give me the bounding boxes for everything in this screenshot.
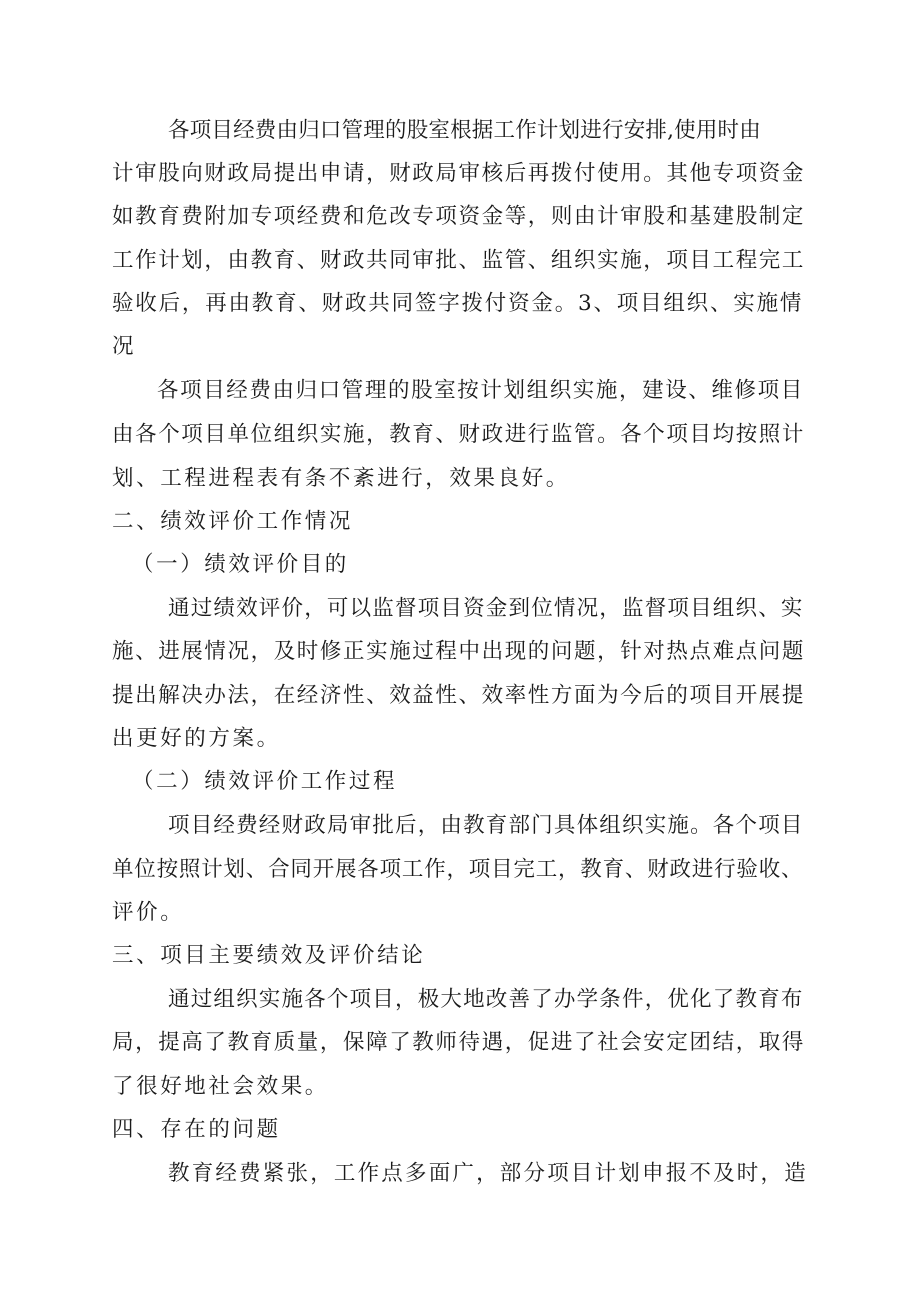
text-line: 提出解决办法，在经济性、效益性、效率性方面为今后的项目开展提 [112,683,806,708]
text-line: 教育经费紧张，工作点多面广，部分项目计划申报不及时，造 [168,1161,808,1186]
section-heading: 二、绩效评价工作情况 [112,509,354,534]
text-line: 各项目经费由归口管理的股室按计划组织实施，建设、维修项目 [157,378,804,403]
text-line: 了很好地社会效果。 [112,1074,329,1099]
text-line: 局，提高了教育质量，保障了教师待遇，促进了社会安定团结，取得 [112,1030,806,1055]
text-line: 工作计划，由教育、财政共同审批、监管、组织实施，项目工程完工 [112,248,806,273]
text-line: 况 [112,334,134,359]
text-line: 出更好的方案。 [112,726,281,751]
subsection-heading: （二）绩效评价工作过程 [132,769,398,794]
text-line: 由各个项目单位组织实施，教育、财政进行监管。各个项目均按照计 [112,422,806,447]
text-line: 通过组织实施各个项目，极大地改善了办学条件，优化了教育布 [168,987,804,1012]
text-line: 划、工程进程表有条不紊进行，效果良好。 [112,466,570,491]
text-line: 项目经费经财政局审批后，由教育部门具体组织实施。各个项目 [168,813,804,838]
text-line: 各项目经费由归口管理的股室根据工作计划进行安排,使用时由 [168,118,761,143]
text-line: 单位按照计划、合同开展各项工作，项目完工，教育、财政进行验收、 [112,857,804,882]
text-line: 如教育费附加专项经费和危改专项资金等，则由计审股和基建股制定 [112,204,806,229]
subsection-heading: （一）绩效评价目的 [132,552,349,577]
text-line: 通过绩效评价，可以监督项目资金到位情况，监督项目组织、实 [168,596,804,621]
section-heading: 三、项目主要绩效及评价结论 [112,943,426,968]
section-heading: 四、存在的问题 [112,1117,281,1142]
text-line: 计审股向财政局提出申请，财政局审核后再拨付使用。其他专项资金 [112,161,806,186]
text-line: 施、进展情况，及时修正实施过程中出现的问题，针对热点难点问题 [112,639,806,664]
text-line: 验收后，再由教育、财政共同签字拨付资金。3、项目组织、实施情 [112,291,804,316]
text-line: 评价。 [112,900,185,925]
